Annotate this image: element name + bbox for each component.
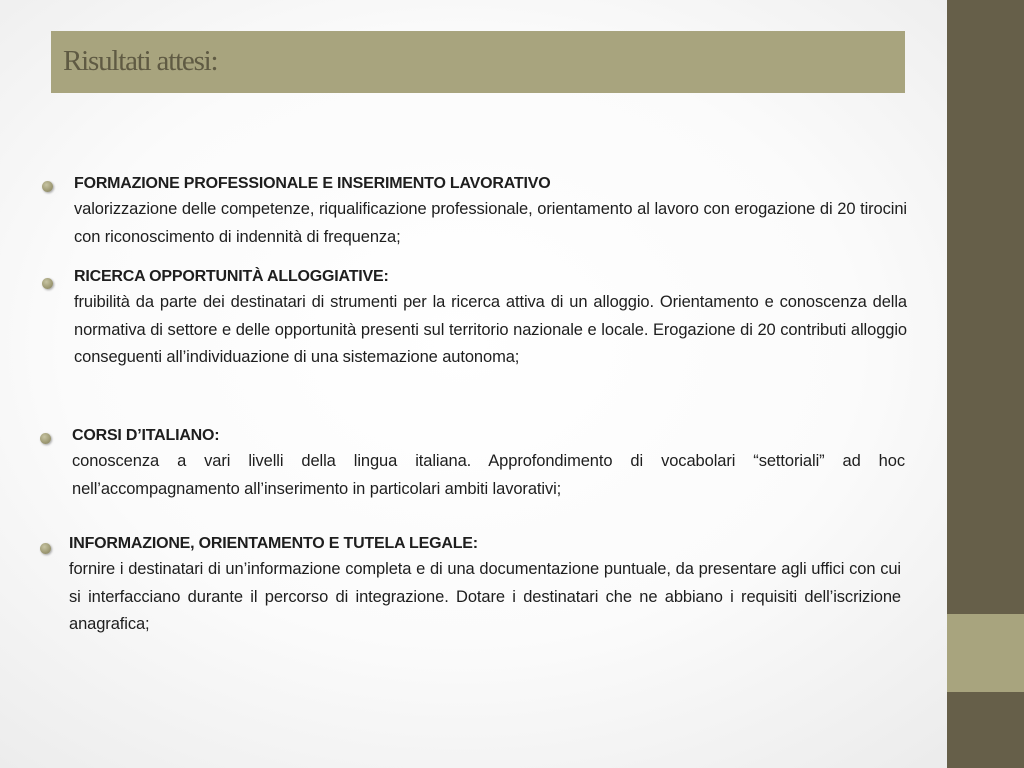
list-item-informazione (69, 532, 901, 639)
list-item-formazione (74, 172, 907, 251)
item-body: valorizzazione delle competenze, riqualificazione professionale, orientamento al lavoro con erogazione di 20 tirocini con riconoscimento di indennità di frequenza; (74, 200, 907, 246)
bullet-dot-icon (40, 543, 51, 554)
item-heading: FORMAZIONE PROFESSIONALE E INSERIMENTO LAVORATIVO (74, 175, 551, 192)
item-body: fornire i destinatari di un’informazione completa e di una documentazione puntuale, da presentare agli uffici con cui si interfacciano durante il percorso di integrazione. Dotare i destinatari che ne abbiano i requisiti dell’iscrizione anagrafica; (69, 560, 901, 633)
item-heading: INFORMAZIONE, ORIENTAMENTO E TUTELA LEGALE: (69, 535, 478, 552)
item-heading: RICERCA OPPORTUNITÀ ALLOGGIATIVE: (74, 268, 389, 285)
title-bar (51, 31, 905, 93)
slide-title: Risultati attesi: (63, 45, 218, 77)
sidebar-band-light (947, 614, 1024, 692)
bullet-dot-icon (40, 433, 51, 444)
item-body: fruibilità da parte dei destinatari di strumenti per la ricerca attiva di un alloggio. Orientamento e conoscenza della normativa di settore e delle opportunità presenti sul territorio nazionale e locale. Erogazione di 20 contributi alloggio conseguenti all’individuazione di una sistemazione autonoma; (74, 293, 907, 366)
list-item-alloggio (74, 265, 907, 372)
bullet-dot-icon (42, 278, 53, 289)
item-heading: CORSI D’ITALIANO: (72, 427, 220, 444)
bullet-dot-icon (42, 181, 53, 192)
item-body: conoscenza a vari livelli della lingua italiana. Approfondimento di vocabolari “settoriali” ad hoc nell’accompagnamento all’inserimento in particolari ambiti lavorativi; (72, 452, 905, 498)
list-item-italiano (72, 424, 905, 503)
